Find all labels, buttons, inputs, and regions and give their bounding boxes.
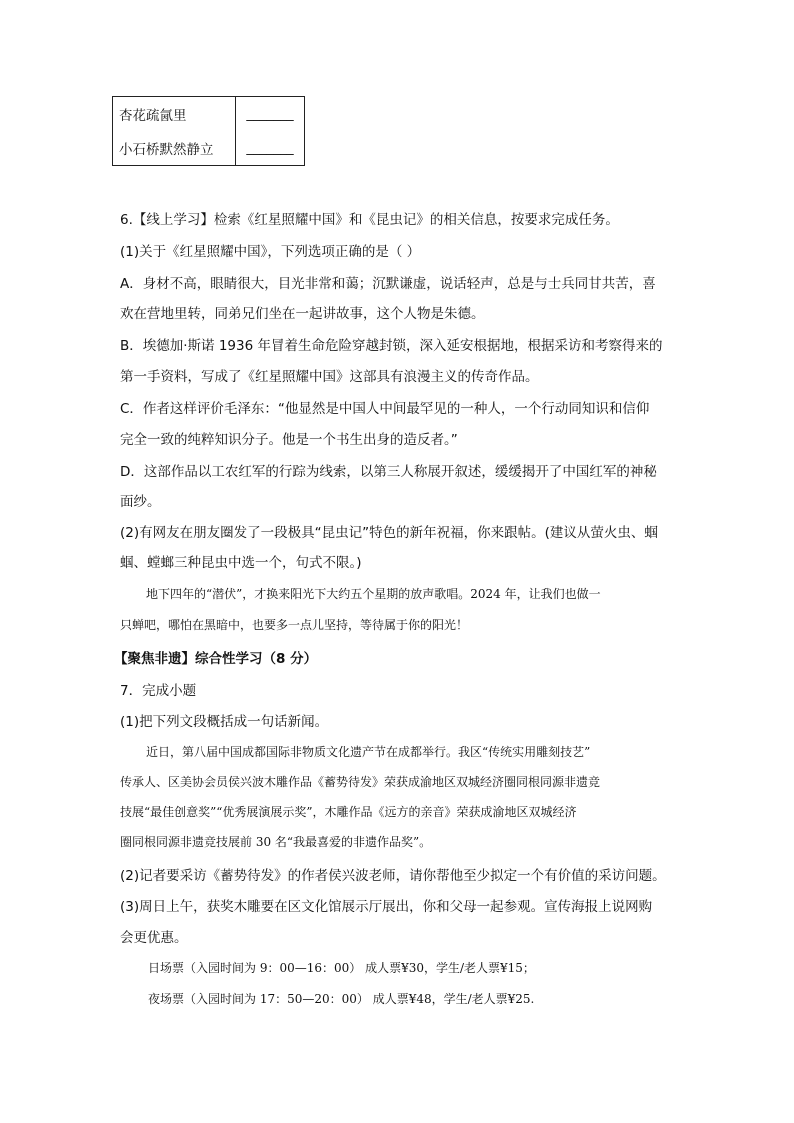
table-row: [113, 97, 305, 132]
q7-sub3-line2: 会更优惠。: [120, 930, 188, 946]
q7-sub2: (2)记者要采访《蓄势待发》的作者侯兴波老师，请你帮他至少拟定一个有价值的采访问题。: [120, 868, 666, 884]
q6-option-c-line2: 完全一致的纯粹知识分子。他是一个书生出身的造反者。”: [120, 432, 458, 448]
q6-sub2-line1: (2)有网友在朋友圈发了一段极具“昆虫记”特色的新年祝福，你来跟帖。(建议从萤火虫、蝈: [120, 525, 658, 541]
ticket-day: 日场票（入园时间为 9：00—16：00） 成人票¥30，学生/老人票¥15；: [148, 961, 535, 975]
q6-quote-line1: 地下四年的“潜伏”，才换来阳光下大约五个星期的放声歌唱。2024 年，让我们也做一: [146, 587, 601, 601]
q7-sub3-line1: (3)周日上午，获奖木雕要在区文化馆展示厅展出，你和父母一起参观。宣传海报上说网购: [120, 899, 653, 915]
answer-table: [112, 96, 305, 166]
q6-option-b-line1: B．埃德加·斯诺 1936 年冒着生命危险穿越封锁，深入延安根据地，根据采访和考察得来的: [120, 338, 663, 354]
table-cell-phrase: 小石桥默然静立: [113, 131, 236, 166]
q7-news-line4: 圈同根同源非遗竞技展前 30 名“我最喜爱的非遗作品奖”。: [120, 835, 432, 849]
q6-option-d-line2: 面纱。: [120, 494, 161, 510]
q6-quote-line2: 只蝉吧，哪怕在黑暗中，也要多一点儿坚持，等待属于你的阳光！: [120, 618, 469, 632]
section-title: 【聚焦非遗】综合性学习（8 分）: [114, 651, 318, 667]
q6-option-c-line1: C．作者这样评价毛泽东：“他显然是中国人中间最罕见的一种人，一个行动同知识和信仰: [120, 401, 650, 417]
q6-option-b-line2: 第一手资料，写成了《红星照耀中国》这部具有浪漫主义的传奇作品。: [120, 369, 539, 385]
table-row: [113, 131, 305, 166]
q7-sub1: (1)把下列文段概括成一句话新闻。: [120, 714, 329, 730]
q6-option-d-line1: D．这部作品以工农红军的行踪为线索，以第三人称展开叙述，缓缓揭开了中国红军的神秘: [120, 464, 657, 480]
table-cell-blank: _______: [236, 97, 305, 132]
q7-stem: 7．完成小题: [120, 683, 197, 699]
q7-news-line1: 近日，第八届中国成都国际非物质文化遗产节在成都举行。我区“传统实用雕刻技艺”: [146, 745, 591, 759]
q6-stem: 6.【线上学习】检索《红星照耀中国》和《昆虫记》的相关信息，按要求完成任务。: [120, 212, 619, 228]
ticket-night: 夜场票（入园时间为 17：50—20：00） 成人票¥48，学生/老人票¥25.: [148, 992, 535, 1006]
table-cell-phrase: 杏花疏氤里: [113, 97, 236, 132]
q6-option-a-line2: 欢在营地里转，同弟兄们坐在一起讲故事，这个人物是朱德。: [120, 306, 485, 322]
table-cell-blank: _______: [236, 131, 305, 166]
q7-news-line2: 传承人、区美协会员侯兴波木雕作品《蓄势待发》荣获成渝地区双城经济圈同根同源非遗竞: [120, 775, 601, 789]
q7-news-line3: 技展“最佳创意奖”“优秀展演展示奖”，木雕作品《远方的亲音》荣获成渝地区双城经济: [120, 805, 577, 819]
q6-option-a-line1: A．身材不高，眼睛很大，目光非常和蔼；沉默谦虚，说话轻声，总是与士兵同甘共苦，喜: [120, 276, 656, 292]
q6-sub2-line2: 蝈、螳螂三种昆虫中选一个，句式不限。): [120, 555, 362, 571]
q6-sub1: (1)关于《红星照耀中国》，下列选项正确的是（ ）: [120, 244, 421, 260]
